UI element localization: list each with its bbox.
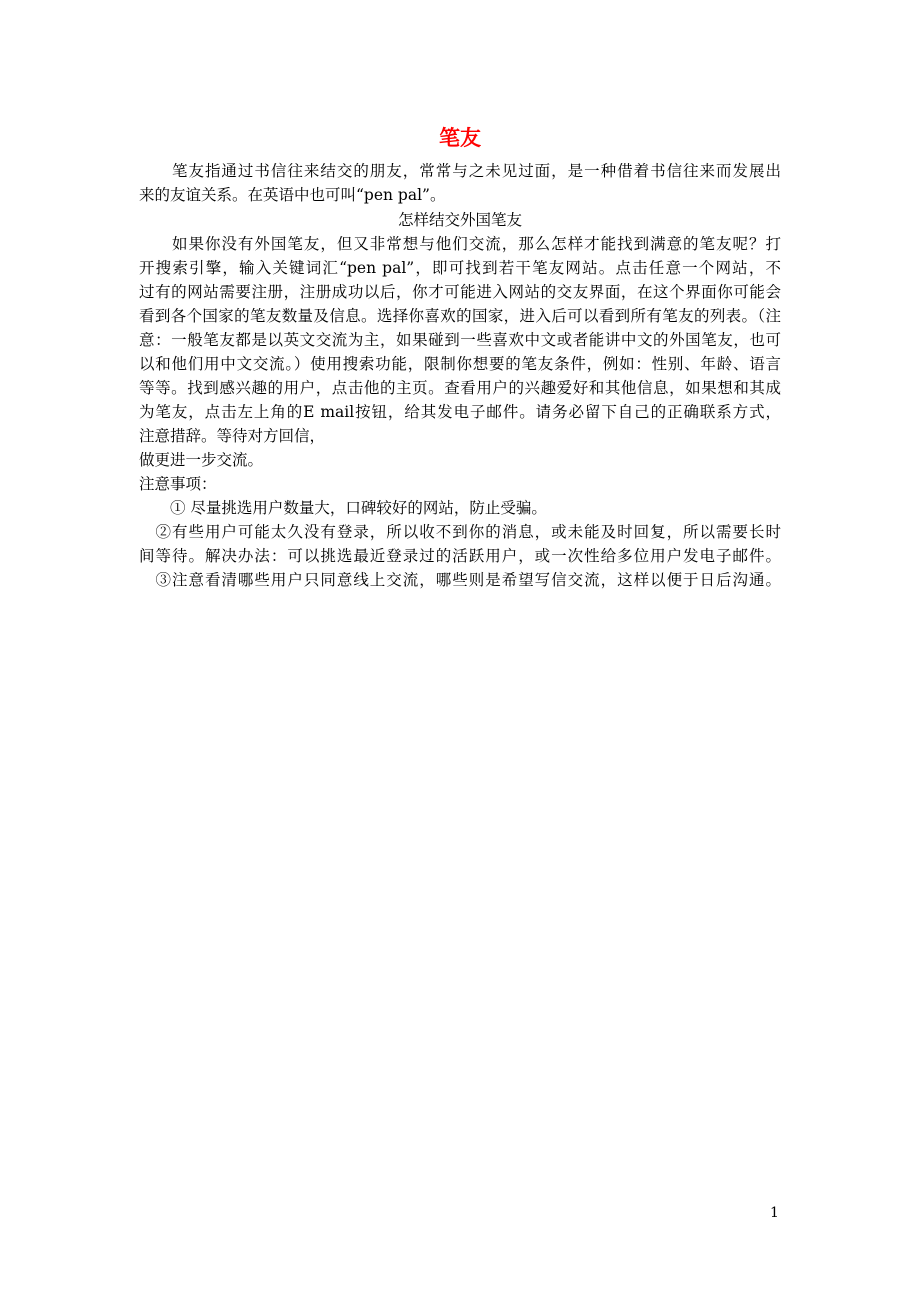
intro-line: 笔友指通过书信往来结交的朋友，常常与之未见过面，是一种借着书信往来而发展出 — [139, 162, 781, 180]
note-item: 间等待。解决办法：可以挑选最近登录过的活跃用户，或一次性给多位用户发电子邮件。 — [139, 547, 781, 565]
body-line: 意：一般笔友都是以英文交流为主，如果碰到一些喜欢中文或者能讲中文的外国笔友，也可 — [139, 331, 781, 349]
intro-line: 来的友谊关系。在英语中也可叫“pen pal”。 — [139, 186, 446, 204]
body-line: 开搜索引擎，输入关键词汇“pen pal”，即可找到若干笔友网站。点击任意一个网站，不 — [139, 259, 781, 277]
body-line: 过有的网站需要注册，注册成功以后，你才可能进入网站的交友界面，在这个界面你可能会 — [139, 283, 781, 301]
notes-heading: 注意事项： — [139, 475, 217, 493]
body-line: 注意措辞。等待对方回信， — [139, 427, 326, 445]
section-subtitle: 怎样结交外国笔友 — [397, 211, 522, 229]
body-line: 等等。找到感兴趣的用户，点击他的主页。查看用户的兴趣爱好和其他信息，如果想和其成 — [139, 379, 781, 397]
body-line: 看到各个国家的笔友数量及信息。选择你喜欢的国家，进入后可以看到所有笔友的列表。（注 — [139, 307, 781, 325]
note-item: ②有些用户可能太久没有登录，所以收不到你的消息，或未能及时回复，所以需要长时 — [139, 523, 781, 541]
page-number: 1 — [770, 1205, 779, 1221]
note-item: ① 尽量挑选用户数量大，口碑较好的网站，防止受骗。 — [139, 499, 547, 517]
note-item: ③注意看清哪些用户只同意线上交流，哪些则是希望写信交流，这样以便于日后沟通。 — [139, 571, 781, 589]
body-line: 为笔友，点击左上角的E mail按钮，给其发电子邮件。请务必留下自己的正确联系方式， — [139, 403, 781, 421]
body-line: 做更进一步交流。 — [139, 451, 264, 469]
body-line: 如果你没有外国笔友，但又非常想与他们交流，那么怎样才能找到满意的笔友呢？打 — [139, 235, 781, 253]
body-line: 以和他们用中文交流。）使用搜索功能，限制你想要的笔友条件，例如：性别、年龄、语言 — [139, 355, 781, 373]
document-title: 笔友 — [439, 125, 481, 150]
